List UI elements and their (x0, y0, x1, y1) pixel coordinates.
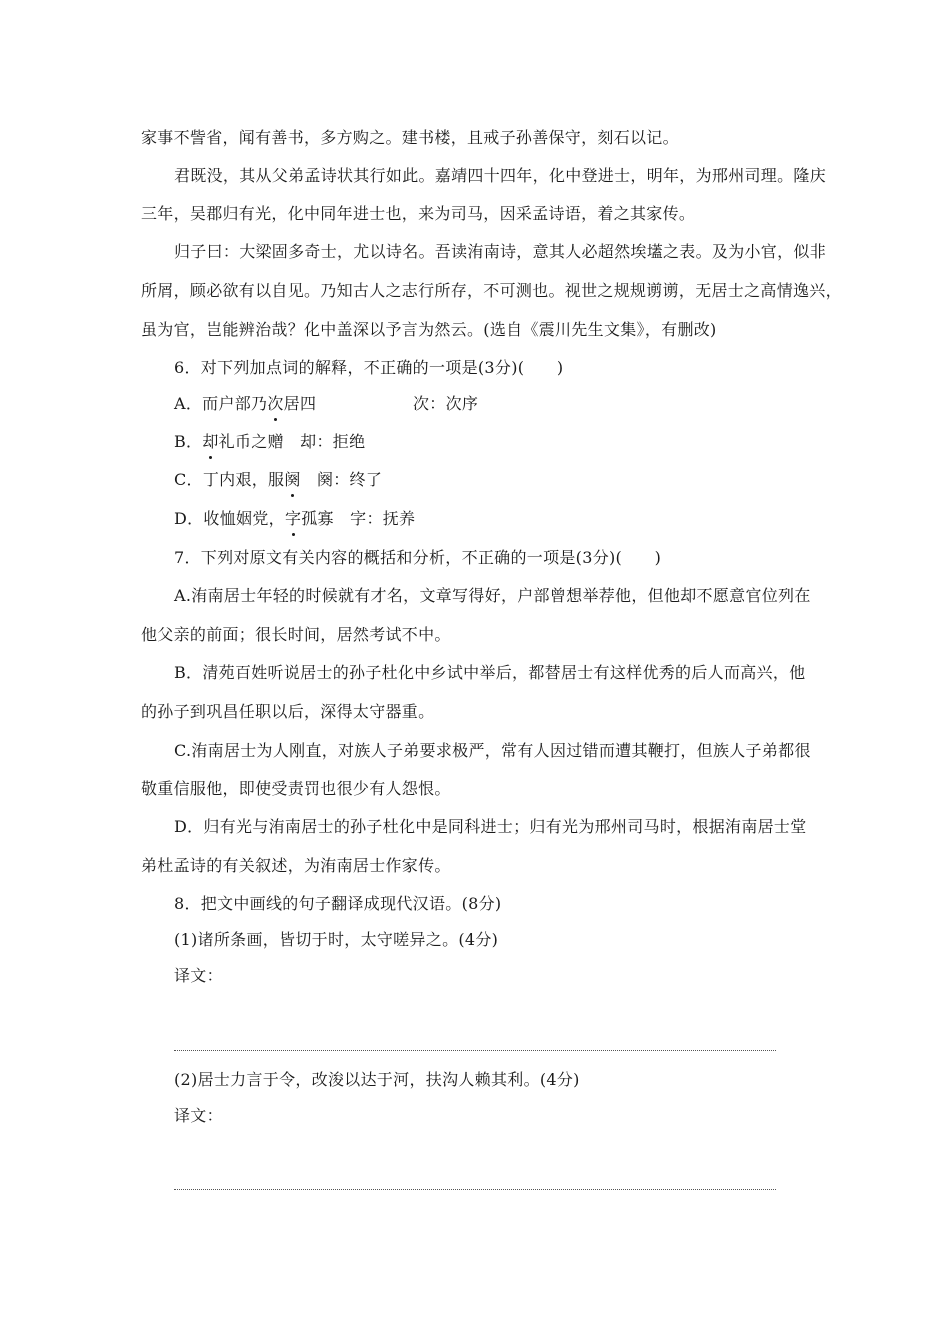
question-6-option-d (174, 508, 415, 530)
passage-paragraph-2-line-2: 三年，吴郡归有光，化中同年进士也，来为司马，因采孟诗语，着之其家传。 (141, 204, 696, 223)
option-b-dotted-word: 却 (202, 432, 219, 451)
passage-paragraph-3-line-3: 虽为官，岂能辨治哉？化中盖深以予言为然云。(选自《震川先生文集》，有删改) (141, 320, 717, 339)
option-d-text-end: 孤寡 字：抚养 (301, 509, 416, 528)
answer-line-1[interactable] (174, 1050, 776, 1051)
passage-paragraph-2-line-1: 君既没，其从父弟孟诗状其行如此。嘉靖四十四年，化中登进士，明年，为邢州司理。隆庆 (174, 166, 827, 185)
answer-line-2[interactable] (174, 1189, 776, 1190)
passage-paragraph-3-line-1: 归子曰：大梁固多奇士，尤以诗名。吾读洧南诗，意其人必超然埃壒之表。及为小官，似非 (174, 242, 827, 261)
question-7-option-c-line-2: 敬重信服他，即使受责罚也很少有人怨恨。 (141, 779, 451, 798)
question-6-stem: 6．对下列加点词的解释，不正确的一项是(3分)( ) (174, 358, 564, 377)
option-a-dotted-word: 次 (267, 394, 284, 413)
option-c-text: C．丁内艰，服 (174, 470, 285, 489)
option-b-text-end: 礼币之赠 却：拒绝 (218, 432, 366, 451)
question-6-option-a-gloss: 次：次序 (413, 394, 479, 413)
question-8-translation-1-label: 译文： (174, 966, 223, 985)
question-8-sentence-2: (2)居士力言于令，改浚以达于河，扶沟人赖其利。(4分) (174, 1070, 580, 1089)
question-8-stem: 8．把文中画线的句子翻译成现代汉语。(8分) (174, 894, 502, 913)
question-6-option-c (174, 469, 382, 491)
passage-paragraph-3-line-2: 所屑，顾必欲有以自见。乃知古人之志行所存，不可测也。视世之规规谫谫，无居士之高情逸兴， (141, 281, 842, 300)
question-6-option-b (174, 431, 365, 453)
question-8-sentence-1: (1)诸所条画，皆切于时，太守嗟异之。(4分) (174, 930, 499, 949)
option-c-dotted-word: 阕 (284, 470, 301, 489)
question-7-option-a-line-1: A.洧南居士年轻的时候就有才名，文章写得好，户部曾想举荐他，但他却不愿意官位列在 (174, 586, 811, 605)
question-8-translation-2-label: 译文： (174, 1106, 223, 1125)
option-d-dotted-word: 字 (284, 509, 302, 528)
question-7-option-b-line-1: B．清苑百姓听说居士的孙子杜化中乡试中举后，都替居士有这样优秀的后人而高兴，他 (174, 663, 806, 682)
option-a-text-end: 居四 (283, 394, 317, 413)
question-7-option-d-line-2: 弟杜孟诗的有关叙述，为洧南居士作家传。 (141, 856, 451, 875)
option-a-text: A．而户部乃 (174, 394, 268, 413)
passage-paragraph-1-tail: 家事不訾省，闻有善书，多方购之。建书楼，且戒子孙善保守，刻石以记。 (141, 128, 679, 147)
option-c-text-end: 阕：终了 (300, 470, 383, 489)
question-7-stem: 7．下列对原文有关内容的概括和分析，不正确的一项是(3分)( ) (174, 548, 662, 567)
question-7-option-b-line-2: 的孙子到巩昌任职以后，深得太守器重。 (141, 702, 435, 721)
question-7-option-c-line-1: C.洧南居士为人刚直，对族人子弟要求极严，常有人因过错而遭其鞭打，但族人子弟都很 (174, 741, 811, 760)
question-7-option-d-line-1: D．归有光与洧南居士的孙子杜化中是同科进士；归有光为邢州司马时，根据洧南居士堂 (174, 817, 807, 836)
question-7-option-a-line-2: 他父亲的前面；很长时间，居然考试不中。 (141, 625, 451, 644)
option-d-text: D．收恤姻党， (174, 509, 285, 528)
option-b-text: B． (174, 432, 203, 451)
question-6-option-a (174, 393, 316, 415)
